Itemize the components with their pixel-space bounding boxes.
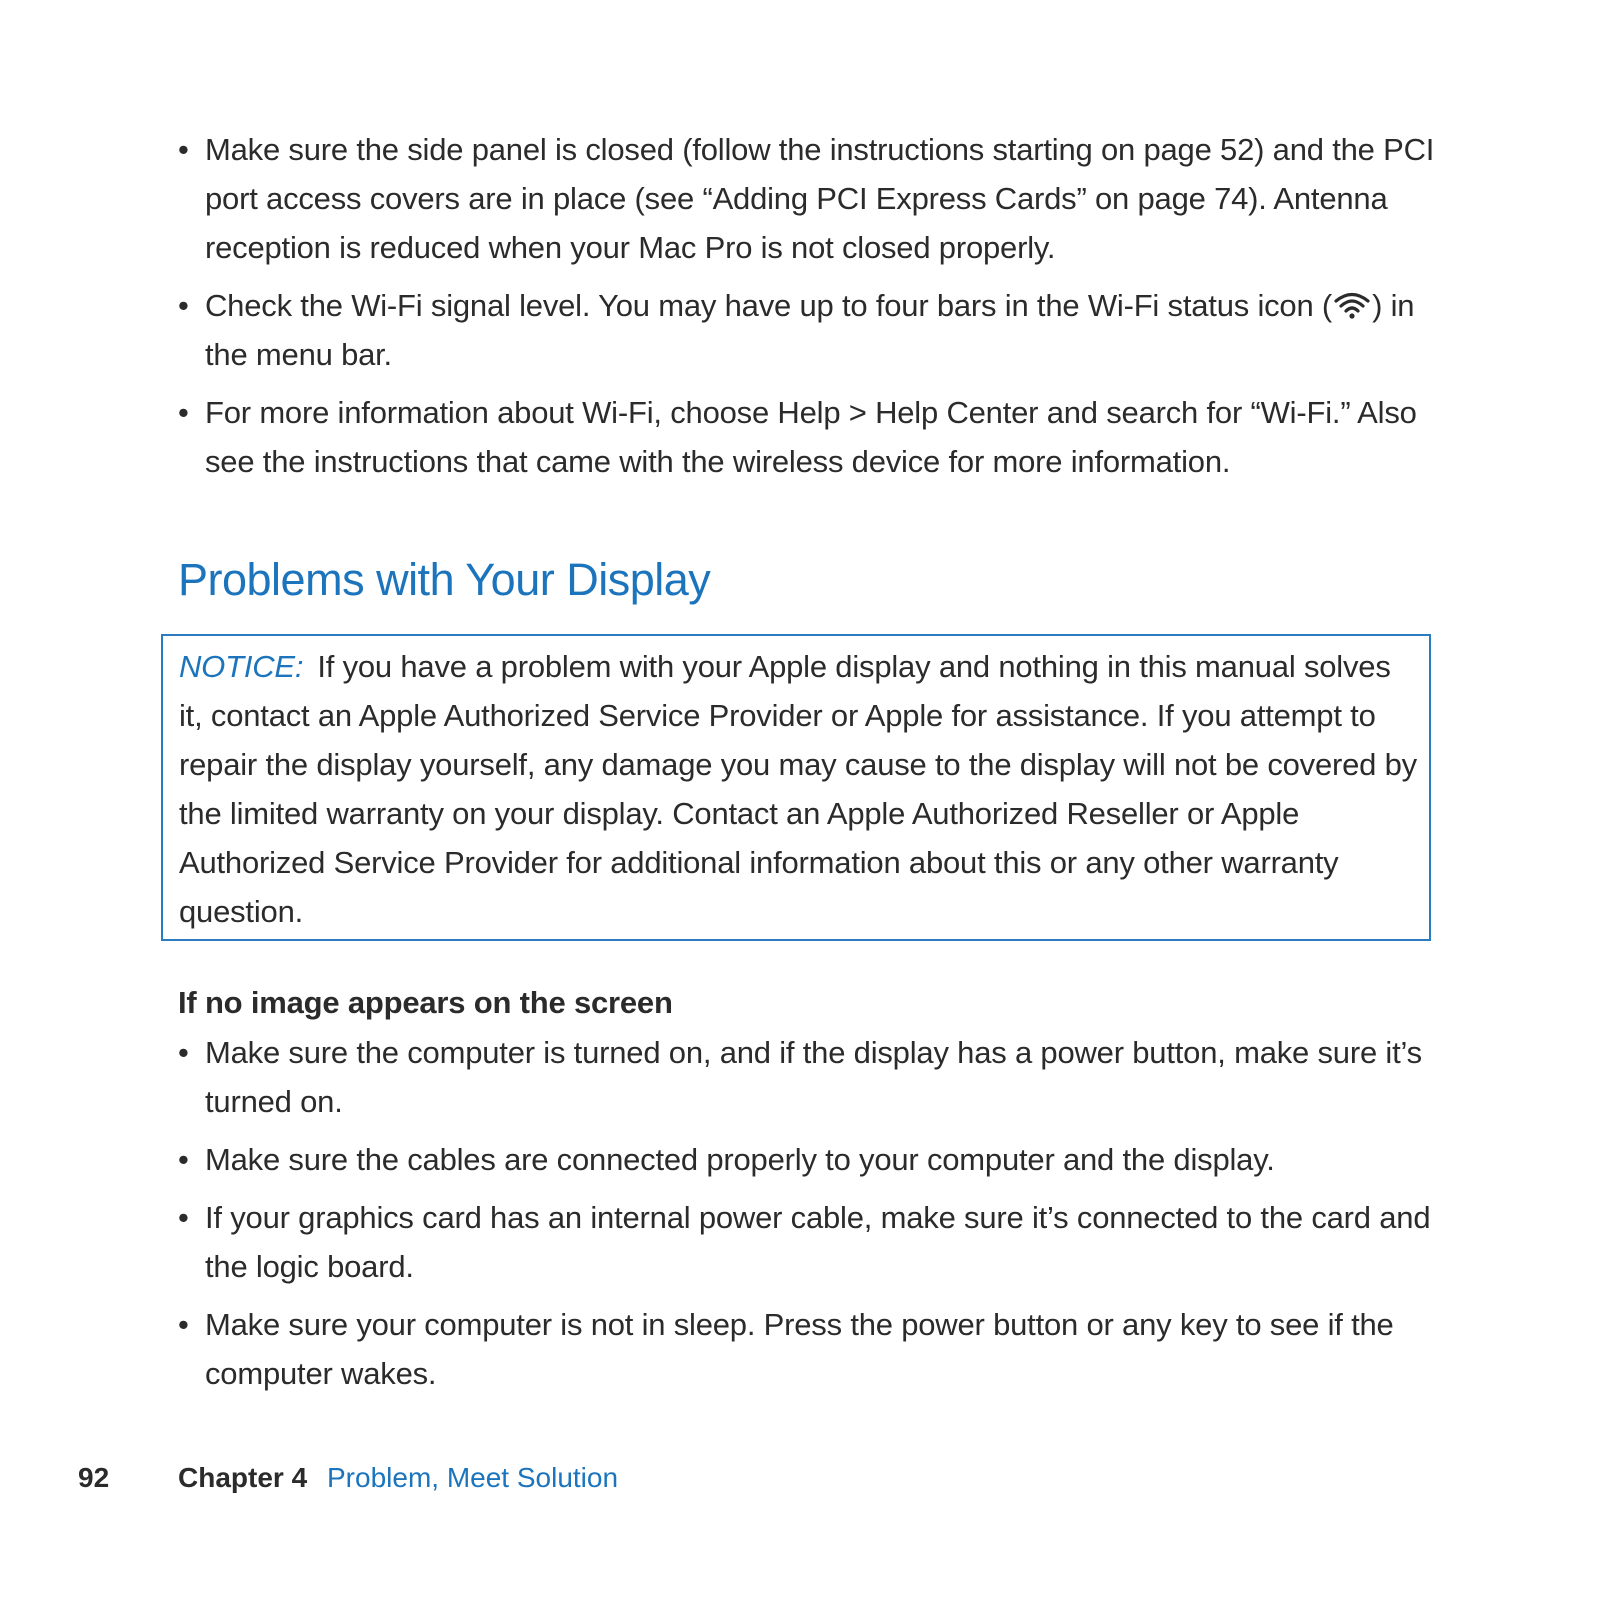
bullet-marker: • bbox=[178, 1142, 189, 1177]
wifi-icon bbox=[1332, 285, 1372, 315]
bullet-marker: • bbox=[178, 1035, 189, 1070]
bullet-marker: • bbox=[178, 1307, 189, 1342]
list-item-text: If your graphics card has an internal power cable, make sure it’s connected to the card and the logic board. bbox=[205, 1200, 1431, 1284]
list-item bbox=[178, 1300, 1443, 1398]
list-item-text: For more information about Wi-Fi, choose Help > Help Center and search for “Wi-Fi.” Also see the instructions that came with the wireless device for more information. bbox=[205, 395, 1417, 479]
list-item-text-after-icon: ) in the menu bar. bbox=[205, 288, 1415, 372]
page-footer bbox=[0, 1455, 1600, 1501]
wifi-tips-list bbox=[178, 125, 1443, 495]
list-item bbox=[178, 1135, 1443, 1184]
list-item bbox=[178, 388, 1443, 486]
list-item bbox=[178, 125, 1443, 272]
chapter-label: Chapter 4 bbox=[178, 1462, 308, 1493]
list-item-text: Make sure the side panel is closed (follow the instructions starting on page 52) and the PCI port access covers are in place (see “Adding PCI Express Cards” on page 74). Antenna reception is reduced when your Mac Pro is not closed properly. bbox=[205, 132, 1435, 265]
display-tips-list bbox=[178, 1028, 1443, 1407]
chapter-title: Problem, Meet Solution bbox=[327, 1462, 619, 1493]
notice-label: NOTICE: bbox=[179, 649, 304, 684]
bullet-marker: • bbox=[178, 1200, 189, 1235]
list-item-text: Make sure the cables are connected properly to your computer and the display. bbox=[205, 1142, 1275, 1177]
list-item bbox=[178, 281, 1443, 379]
section-title: Problems with Your Display bbox=[178, 554, 711, 605]
list-item-text-before-icon: Check the Wi-Fi signal level. You may have up to four bars in the Wi-Fi status icon ( bbox=[205, 288, 1333, 323]
notice-paragraph bbox=[179, 642, 1419, 936]
bullet-marker: • bbox=[178, 132, 189, 167]
list-item-text: Make sure your computer is not in sleep. Press the power button or any key to see if the computer wakes. bbox=[205, 1307, 1394, 1391]
notice-box bbox=[161, 634, 1431, 941]
bullet-marker: • bbox=[178, 288, 189, 323]
notice-text: If you have a problem with your Apple display and nothing in this manual solves it, contact an Apple Authorized Service Provider or Apple for assistance. If you attempt to repair the display yourself, any damage you may cause to the display will not be covered by the limited warranty on your display. Contact an Apple Authorized Reseller or Apple Authorized Service Provider for additional information about this or any other warranty question. bbox=[179, 649, 1417, 929]
bullet-marker: • bbox=[178, 395, 189, 430]
subheading: If no image appears on the screen bbox=[178, 985, 673, 1020]
list-item bbox=[178, 1193, 1443, 1291]
page-number: 92 bbox=[78, 1462, 110, 1493]
list-item-text: Make sure the computer is turned on, and if the display has a power button, make sure it’s turned on. bbox=[205, 1035, 1422, 1119]
list-item bbox=[178, 1028, 1443, 1126]
